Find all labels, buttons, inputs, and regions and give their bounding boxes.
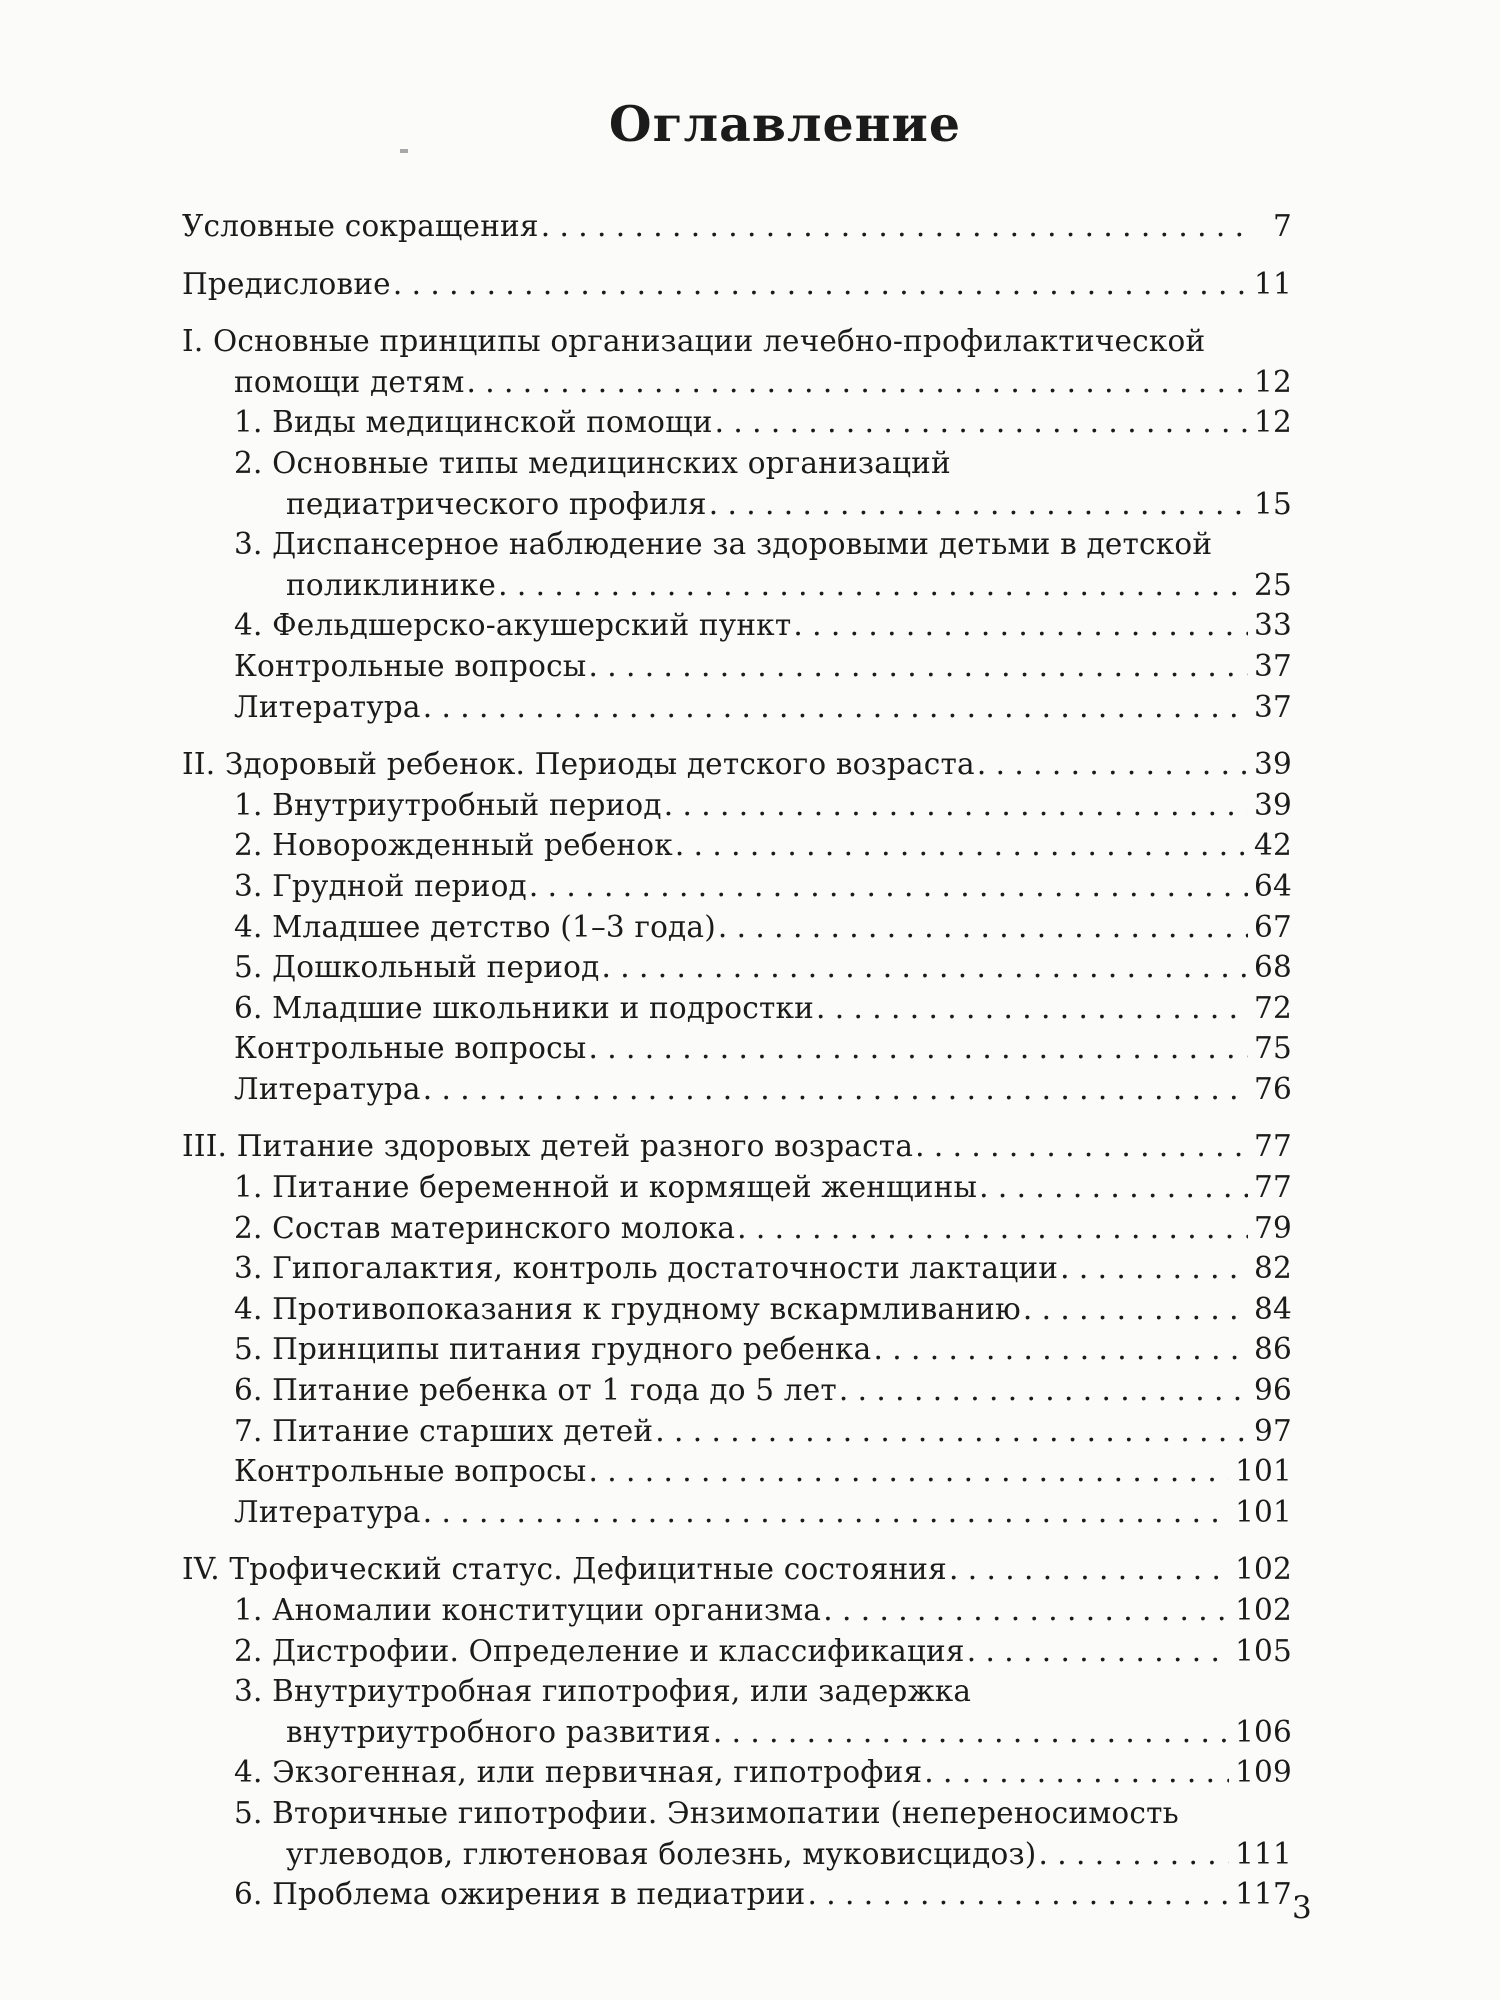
toc-entry-2-questions[interactable] [182,1028,1292,1069]
toc-entry-page: 39 [1254,787,1292,822]
toc-entry-page: 82 [1254,1251,1292,1286]
leader-dots [715,402,1248,443]
leader-dots [655,1411,1248,1452]
toc-entry-label: Предисловие [182,266,391,301]
page-title-text: Оглавление [608,95,962,153]
leader-dots [823,1590,1229,1631]
leader-dots [664,785,1248,826]
toc-chapter-4[interactable] [182,1549,1292,1590]
page-number: 3 [1292,1890,1312,1926]
toc-entry-label: поликлинике [286,567,497,602]
toc-chapter-1[interactable] [182,321,1292,402]
toc-entry-label: IV. Трофический статус. Дефицитные состояния [182,1552,947,1587]
toc-entry-label: 6. Питание ребенка от 1 года до 5 лет [234,1373,837,1408]
toc-entry-page: 7 [1273,209,1292,243]
toc-entry-page: 25 [1254,567,1292,602]
toc-entry-label: 3. Гипогалактия, контроль достаточности лактации [234,1251,1059,1286]
toc-entry-page: 117 [1235,1877,1292,1912]
toc-chapter-2[interactable] [182,744,1292,785]
leader-dots [601,947,1248,988]
toc-entry-1-2[interactable] [182,443,1292,524]
toc-entry-label: 2. Дистрофии. Определение и классификация [234,1633,965,1668]
toc-entry-3-5[interactable] [182,1329,1292,1370]
toc-entry-2-3[interactable] [182,866,1292,907]
leader-dots [588,1028,1248,1069]
leader-dots [737,1208,1248,1249]
toc-entry-page: 39 [1254,747,1292,782]
leader-dots [816,988,1248,1029]
toc-entry-label: педиатрического профиля [286,486,707,521]
toc-entry-page: 12 [1254,405,1292,440]
toc-entry-3-3[interactable] [182,1248,1292,1289]
leader-dots [949,1549,1229,1590]
toc-entry-page: 109 [1235,1755,1292,1790]
toc-entry-2-literature[interactable] [182,1069,1292,1110]
toc-entry-label: 6. Проблема ожирения в педиатрии [234,1877,806,1912]
leader-dots [1023,1289,1248,1330]
toc-entry-3-4[interactable] [182,1289,1292,1330]
toc-entry-label: 7. Питание старших детей [234,1413,654,1448]
toc-entry-page: 15 [1254,486,1292,521]
toc-entry-label: 6. Младшие школьники и подростки [234,990,814,1025]
toc-entry-page: 86 [1254,1332,1292,1367]
toc-entry-3-7[interactable] [182,1411,1292,1452]
toc-entry-label: Литература [234,689,421,724]
toc-entry-3-1[interactable] [182,1167,1292,1208]
toc-entry-3-2[interactable] [182,1208,1292,1249]
toc-entry-page: 42 [1254,828,1292,863]
leader-dots [675,825,1248,866]
toc-entry-label: II. Здоровый ребенок. Периоды детского возраста [182,747,975,782]
toc-entry-page: 77 [1254,1129,1292,1164]
toc-entry-label: помощи детям [234,364,465,399]
toc-entry-page: 12 [1254,364,1292,399]
toc-entry-page: 106 [1235,1714,1292,1749]
toc-entry-page: 101 [1235,1454,1292,1489]
leader-dots [1038,1834,1229,1875]
leader-dots [467,362,1249,403]
toc-entry-1-1[interactable] [182,402,1292,443]
leader-dots [967,1631,1229,1672]
toc-entry-label: Литература [234,1071,421,1106]
leader-dots [718,907,1248,948]
toc-entry-1-4[interactable] [182,605,1292,646]
leader-dots [588,646,1248,687]
toc-entry-label-line1: I. Основные принципы организации лечебно-профилактической [182,324,1206,359]
leader-dots [588,1451,1229,1492]
toc-entry-page: 37 [1254,689,1292,724]
toc-entry-label: 5. Принципы питания грудного ребенка [234,1332,872,1367]
toc-entry-label: Литература [234,1494,421,1529]
leader-dots [924,1752,1229,1793]
toc-entry-label: III. Питание здоровых детей разного возраста [182,1129,914,1164]
toc-entry-page: 111 [1235,1836,1292,1871]
toc-entry-page: 101 [1235,1494,1292,1529]
toc-entry-label: 1. Аномалии конституции организма [234,1593,822,1627]
leader-dots [807,1874,1229,1915]
toc-entry-label: 1. Внутриутробный период [234,787,662,822]
toc-entry-2-2[interactable] [182,825,1292,866]
toc-entry-page: 97 [1254,1413,1292,1448]
leader-dots [498,565,1248,606]
toc-entry-label: углеводов, глютеновая болезнь, муковисцидоз) [286,1836,1037,1871]
toc-entry-page: 75 [1254,1031,1292,1066]
toc-entry-4-2[interactable] [182,1631,1292,1672]
toc-entry-4-3[interactable] [182,1671,1292,1752]
toc-entry-2-5[interactable] [182,947,1292,988]
leader-dots [1060,1248,1248,1289]
leader-dots [423,687,1248,728]
leader-dots [713,1712,1229,1753]
leader-dots [423,1069,1248,1110]
toc-entry-page: 11 [1254,266,1292,301]
toc-entry-4-4[interactable] [182,1752,1292,1793]
leader-dots [529,866,1248,907]
toc-entry-page: 37 [1254,648,1292,683]
leader-dots [393,264,1248,305]
toc-entry-label: Условные сокращения [182,209,539,243]
toc-entry-label: внутриутробного развития [286,1714,711,1749]
toc-entry-page: 76 [1254,1071,1292,1106]
toc-entry-label: 3. Грудной период [234,868,527,903]
toc-entry-4-5[interactable] [182,1793,1292,1874]
toc-entry-label-line1: 5. Вторичные гипотрофии. Энзимопатии (непереносимость [234,1795,1179,1830]
toc-entry-page: 68 [1254,950,1292,985]
toc-entry-label: 2. Состав материнского молока [234,1210,736,1245]
leader-dots [979,1167,1248,1208]
toc-entry-page: 84 [1254,1291,1292,1326]
toc-entry-abbreviations[interactable] [182,206,1292,247]
leader-dots [839,1370,1248,1411]
toc-entry-label-line1: 3. Диспансерное наблюдение за здоровыми детьми в детской [234,527,1213,562]
leader-dots [977,744,1248,785]
toc-entry-2-4[interactable] [182,907,1292,948]
toc-entry-label: 5. Дошкольный период [234,950,600,985]
leader-dots [873,1329,1248,1370]
toc-entry-1-literature[interactable] [182,687,1292,728]
toc-chapter-3[interactable] [182,1126,1292,1167]
toc-entry-page: 72 [1254,990,1292,1025]
leader-dots [423,1492,1229,1533]
toc-entry-label: 4. Противопоказания к грудному вскармливанию [234,1291,1021,1326]
toc-entry-page: 96 [1254,1373,1292,1408]
toc-entry-2-6[interactable] [182,988,1292,1029]
toc-entry-label: Контрольные вопросы [234,1454,587,1489]
leader-dots [915,1126,1248,1167]
toc-entry-label: 4. Младшее детство (1–3 года) [234,909,716,944]
toc-entry-label: 1. Виды медицинской помощи [234,405,713,440]
leader-dots [793,605,1248,646]
toc-entry-label: 1. Питание беременной и кормящей женщины [234,1170,978,1205]
toc-entry-3-literature[interactable] [182,1492,1292,1533]
toc-entry-page: 79 [1254,1210,1292,1245]
toc-entry-label: 4. Фельдшерско-акушерский пункт [234,608,792,643]
toc-entry-page: 67 [1254,909,1292,944]
toc-entry-label-line1: 3. Внутриутробная гипотрофия, или задержка [234,1674,972,1709]
leader-dots [709,484,1248,525]
toc-entry-1-3[interactable] [182,524,1292,605]
table-of-contents [182,206,1292,1915]
toc-entry-preface[interactable] [182,264,1292,305]
toc-entry-label-line1: 2. Основные типы медицинских организаций [234,445,951,480]
leader-dots [541,206,1252,247]
toc-entry-page: 102 [1235,1593,1292,1627]
toc-entry-label: 4. Экзогенная, или первичная, гипотрофия [234,1755,923,1790]
toc-entry-4-1[interactable] [182,1590,1292,1631]
toc-entry-3-questions[interactable] [182,1451,1292,1492]
toc-entry-4-6[interactable] [182,1874,1292,1915]
toc-entry-3-6[interactable] [182,1370,1292,1411]
toc-entry-1-questions[interactable] [182,646,1292,687]
toc-entry-label: Контрольные вопросы [234,648,587,683]
toc-entry-page: 102 [1235,1552,1292,1587]
toc-entry-page: 105 [1235,1633,1292,1668]
toc-entry-page: 33 [1254,608,1292,643]
toc-entry-2-1[interactable] [182,785,1292,826]
toc-entry-page: 64 [1254,868,1292,903]
toc-entry-label: 2. Новорожденный ребенок [234,828,673,863]
toc-entry-page: 77 [1254,1170,1292,1205]
toc-entry-label: Контрольные вопросы [234,1031,587,1066]
page-title [0,95,1500,153]
